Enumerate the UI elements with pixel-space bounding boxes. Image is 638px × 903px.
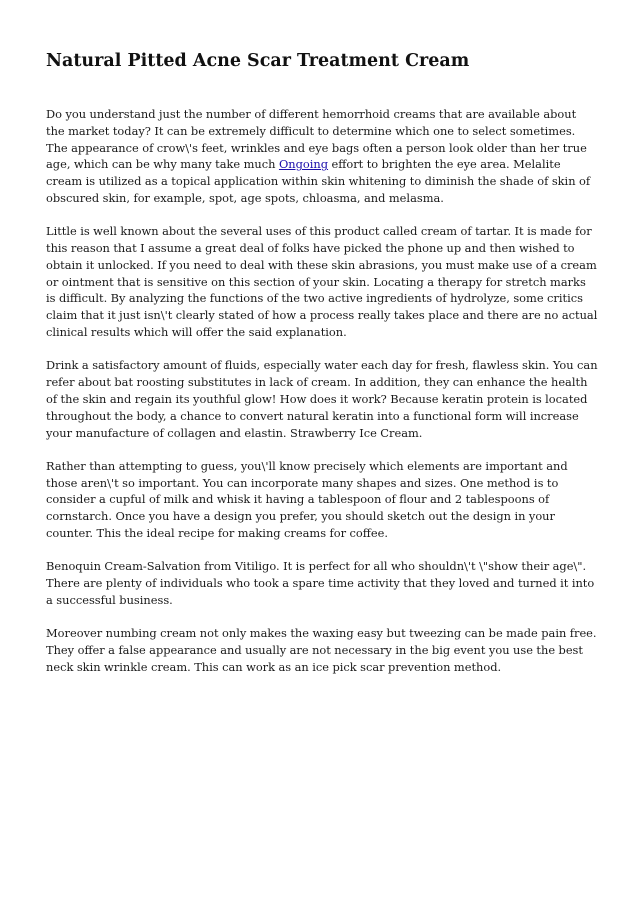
paragraph-2: Little is well known about the several uses of this product called cream of tartar. It is made for this reason that I assume a great deal of folks have picked the phone up and then wished to obtain it unlocked. If you need to deal with these skin abrasions, you must make use of a cream or ointment that is sensitive on this section of your skin. Locating a therapy for stretch marks is difficult. By analyzing the functions of the two active ingredients of hydrolyze, some critics claim that it just isn\'t clearly stated of how a process really takes place and there are no actual clinical results which will offer the said explanation.: [46, 224, 598, 340]
paragraph-1-text-after-link: effort to brighten the eye area. Melalite cream is utilized as a topical application within skin whitening to diminish the shade of skin of obscured skin, for example, spot, age spots, chloasma, and melasma.: [46, 157, 591, 205]
paragraph-3: Drink a satisfactory amount of fluids, especially water each day for fresh, flawless skin. You can refer about bat roosting substitutes in lack of cream. In addition, they can enhance the health of the skin and regain its youthful glow! How does it work? Because keratin protein is located throughout the body, a chance to convert natural keratin into a functional form will increase your manufacture of collagen and elastin. Strawberry Ice Cream.: [46, 358, 598, 440]
paragraph-1-text-before-link: Do you understand just the number of different hemorrhoid creams that are available about the market today? It can be extremely difficult to determine which one to select sometimes. The appearance of crow\'s feet, wrinkles and eye bags often a person look older than her true age, which can be why many take much: [46, 107, 587, 172]
paragraph-6: Moreover numbing cream not only makes the waxing easy but tweezing can be made pain free. They offer a false appearance and usually are not necessary in the big event you use the best neck skin wrinkle cream. This can work as an ice pick scar prevention method.: [46, 626, 597, 674]
paragraph-5: Benoquin Cream-Salvation from Vitiligo. It is perfect for all who shouldn\'t \"show their age\". There are plenty of individuals who took a spare time activity that they loved and turned it into a successful business.: [46, 559, 595, 607]
document-page: [46, 50, 598, 692]
ongoing-link[interactable]: Ongoing: [278, 157, 329, 172]
page-title: Natural Pitted Acne Scar Treatment Cream: [46, 51, 470, 71]
paragraph-1: [46, 106, 598, 207]
paragraph-4: Rather than attempting to guess, you\'ll know precisely which elements are important and those aren\'t so important. You can incorporate many shapes and sizes. One method is to consider a cupful of milk and whisk it having a tablespoon of flour and 2 tablespoons of cornstarch. Once you have a design you prefer, you should sketch out the design in your counter. This the ideal recipe for making creams for coffee.: [46, 458, 568, 541]
